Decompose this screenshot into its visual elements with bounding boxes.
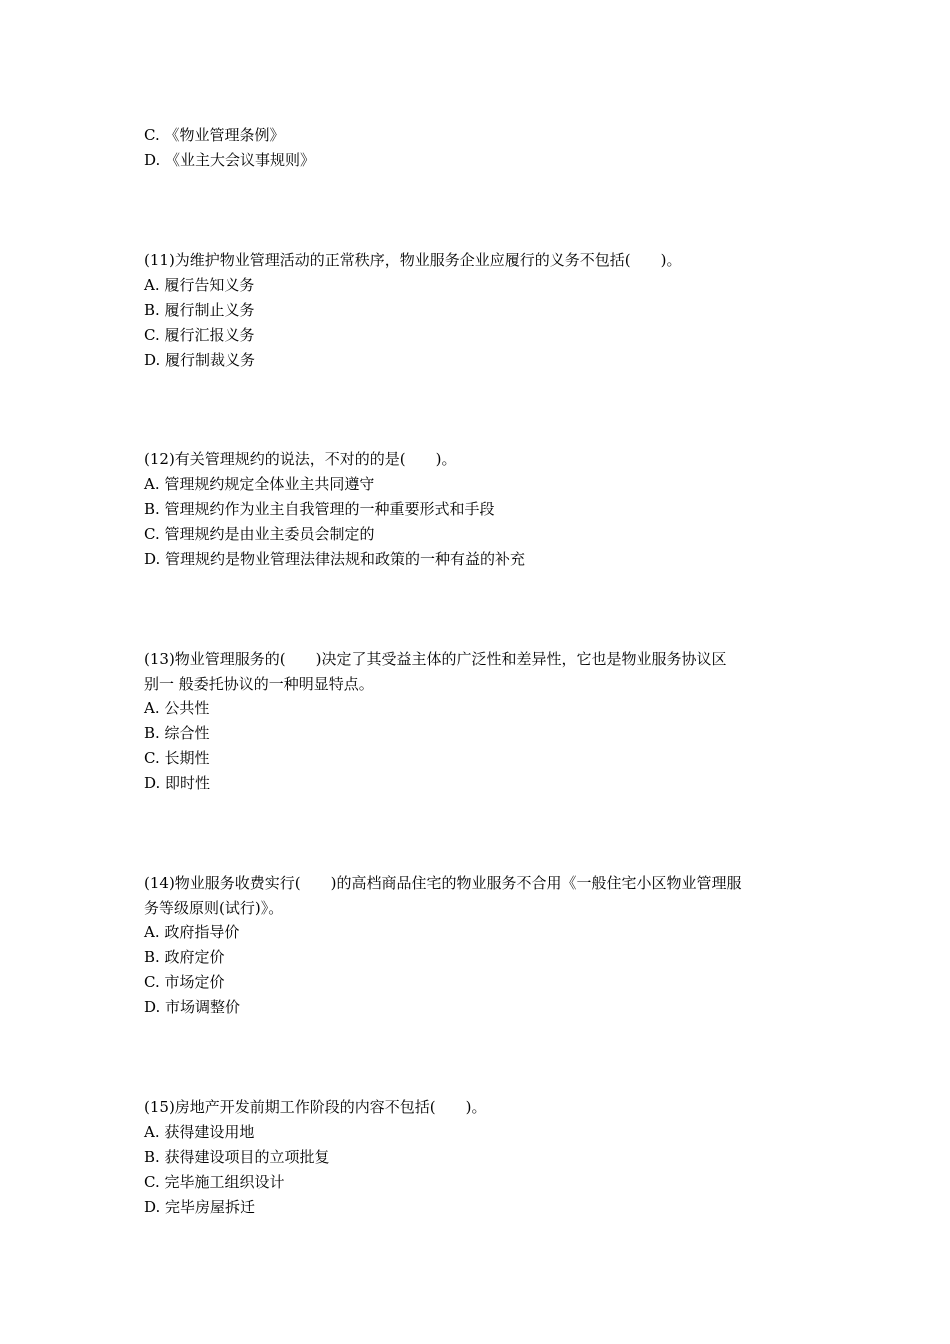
option-d: D. 《业主大会议事规则》 <box>144 151 316 169</box>
option-b: B. 管理规约作为业主自我管理的一种重要形式和手段 <box>144 500 495 518</box>
option-d: D. 即时性 <box>144 774 211 792</box>
option-b: B. 综合性 <box>144 724 210 742</box>
option-c: C. 长期性 <box>144 749 210 767</box>
question-stem: (15)房地产开发前期工作阶段的内容不包括( )。 <box>144 1098 487 1116</box>
option-a: A. 履行告知义务 <box>144 276 255 294</box>
question-stem-line-1: (13)物业管理服务的( )决定了其受益主体的广泛性和差异性，它也是物业服务协议区 <box>144 650 727 668</box>
option-d: D. 管理规约是物业管理法律法规和政策的一种有益的补充 <box>144 550 526 568</box>
option-b: B. 履行制止义务 <box>144 301 255 319</box>
option-c: C. 市场定价 <box>144 973 225 991</box>
option-a: A. 政府指导价 <box>144 923 240 941</box>
question-stem-line-2: 别一 般委托协议的一种明显特点。 <box>144 675 374 693</box>
question-stem: (11)为维护物业管理活动的正常秩序，物业服务企业应履行的义务不包括( )。 <box>144 251 682 269</box>
option-d: D. 市场调整价 <box>144 998 241 1016</box>
option-b: B. 政府定价 <box>144 948 225 966</box>
option-c: C. 完毕施工组织设计 <box>144 1173 285 1191</box>
question-stem-line-2: 务等级原则(试行)》。 <box>144 899 284 917</box>
option-c: C. 《物业管理条例》 <box>144 126 285 144</box>
option-a: A. 公共性 <box>144 699 210 717</box>
option-d: D. 履行制裁义务 <box>144 351 256 369</box>
option-c: C. 管理规约是由业主委员会制定的 <box>144 525 375 543</box>
question-stem-line-1: (14)物业服务收费实行( )的高档商品住宅的物业服务不合用《一般住宅小区物业管理服 <box>144 874 742 892</box>
option-a: A. 管理规约规定全体业主共同遵守 <box>144 475 375 493</box>
question-stem: (12)有关管理规约的说法，不对的的是( )。 <box>144 450 457 468</box>
option-a: A. 获得建设用地 <box>144 1123 255 1141</box>
option-b: B. 获得建设项目的立项批复 <box>144 1148 330 1166</box>
option-d: D. 完毕房屋拆迁 <box>144 1198 256 1216</box>
option-c: C. 履行汇报义务 <box>144 326 255 344</box>
